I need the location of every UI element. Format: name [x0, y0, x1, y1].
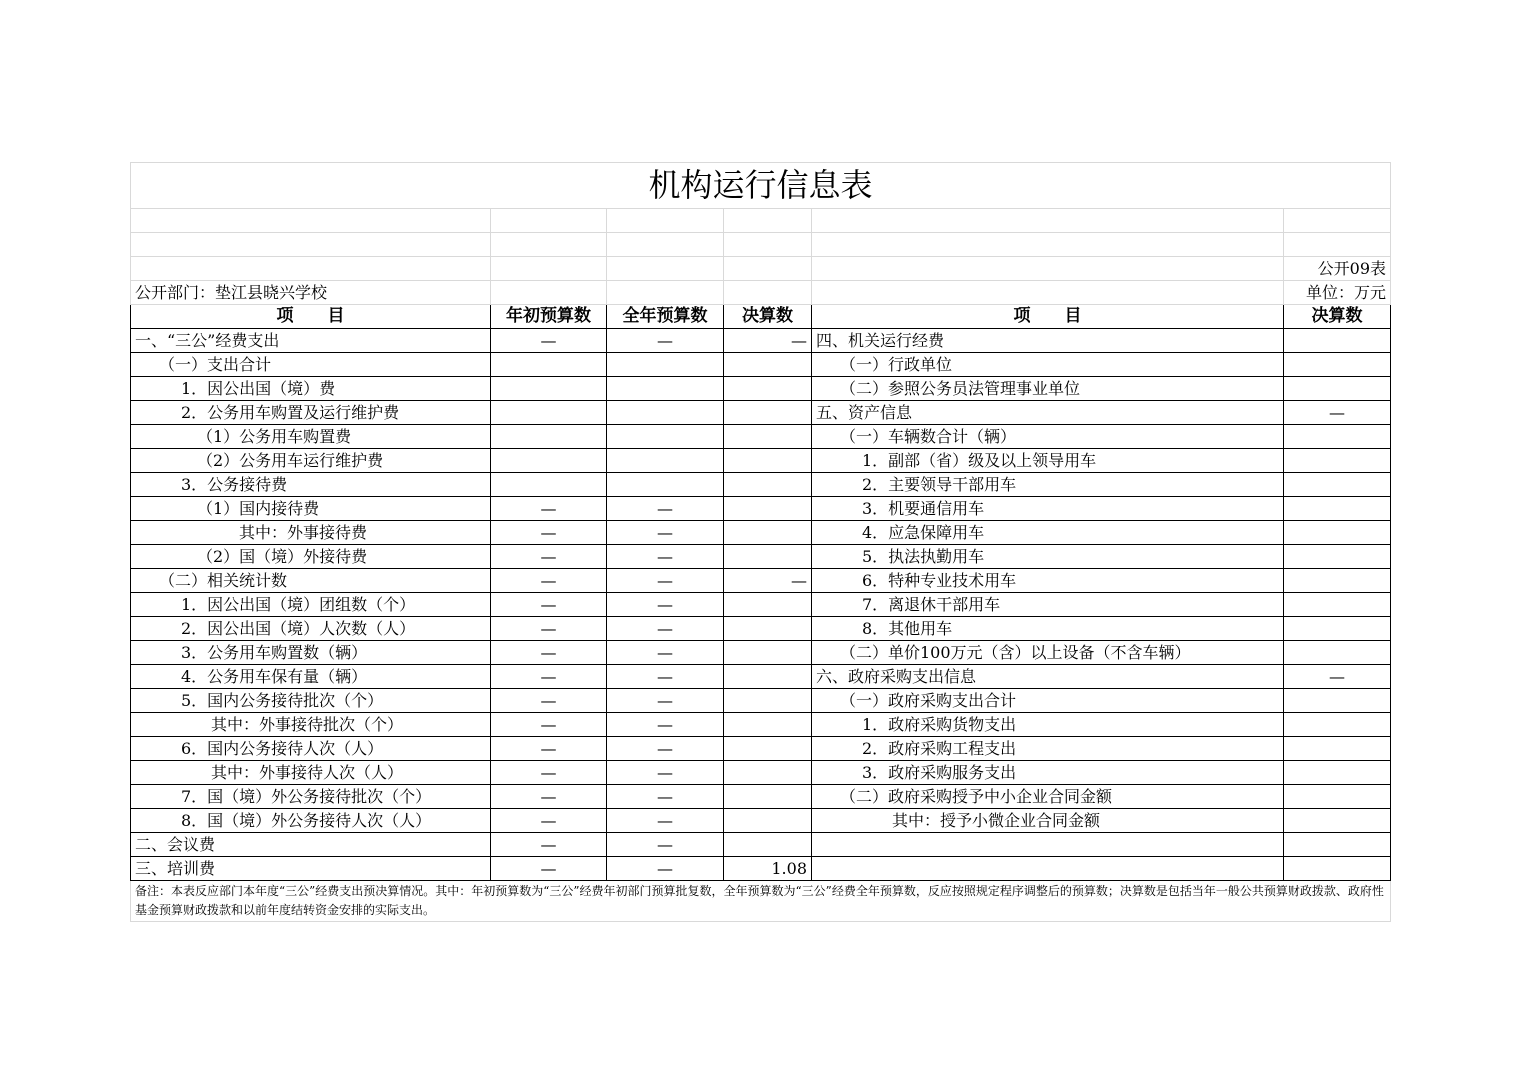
- row-full-budget: —: [607, 569, 724, 593]
- table-number: 公开09表: [1284, 257, 1391, 281]
- row-item-label-right: [812, 857, 1284, 881]
- table-row: [131, 617, 1391, 641]
- row-final-account-right: —: [1284, 401, 1391, 425]
- row-final-account-right: [1284, 545, 1391, 569]
- row-initial-budget: [491, 425, 607, 449]
- row-item-label-right: 四、机关运行经费: [812, 329, 1284, 353]
- row-final-account-right: [1284, 449, 1391, 473]
- row-full-budget: —: [607, 593, 724, 617]
- table-row: [131, 809, 1391, 833]
- row-full-budget: —: [607, 617, 724, 641]
- table-title: 机构运行信息表: [131, 163, 1391, 209]
- row-item-label-right: 7．离退休干部用车: [812, 593, 1284, 617]
- row-item-label: 二、会议费: [131, 833, 491, 857]
- row-full-budget: —: [607, 665, 724, 689]
- table-row: [131, 641, 1391, 665]
- row-item-label-right: 4．应急保障用车: [812, 521, 1284, 545]
- spacer-row: [131, 209, 1391, 233]
- row-item-label: （1）公务用车购置费: [131, 425, 491, 449]
- row-item-label: 2．公务用车购置及运行维护费: [131, 401, 491, 425]
- row-item-label-right: （二）参照公务员法管理事业单位: [812, 377, 1284, 401]
- row-item-label: 7．国（境）外公务接待批次（个）: [131, 785, 491, 809]
- row-full-budget: —: [607, 833, 724, 857]
- row-full-budget: [607, 473, 724, 497]
- table-row: [131, 593, 1391, 617]
- row-final-account-right: [1284, 833, 1391, 857]
- row-item-label: 其中：外事接待批次（个）: [131, 713, 491, 737]
- row-initial-budget: —: [491, 593, 607, 617]
- row-initial-budget: —: [491, 665, 607, 689]
- header-initial-budget: 年初预算数: [491, 305, 607, 329]
- table-row: [131, 329, 1391, 353]
- row-item-label-right: 1．政府采购货物支出: [812, 713, 1284, 737]
- table-row: [131, 449, 1391, 473]
- row-item-label: 1．因公出国（境）团组数（个）: [131, 593, 491, 617]
- header-final-account-right: 决算数: [1284, 305, 1391, 329]
- row-item-label-right: （一）行政单位: [812, 353, 1284, 377]
- row-final-account-right: —: [1284, 665, 1391, 689]
- row-item-label: 2．因公出国（境）人次数（人）: [131, 617, 491, 641]
- row-full-budget: —: [607, 641, 724, 665]
- row-final-account-right: [1284, 569, 1391, 593]
- row-item-label: （二）相关统计数: [131, 569, 491, 593]
- row-final-account: [724, 377, 812, 401]
- table-row: [131, 545, 1391, 569]
- table-row: [131, 401, 1391, 425]
- institution-operation-table: [130, 162, 1391, 922]
- row-initial-budget: —: [491, 329, 607, 353]
- table-row: [131, 497, 1391, 521]
- row-initial-budget: —: [491, 569, 607, 593]
- row-final-account: [724, 761, 812, 785]
- row-full-budget: —: [607, 497, 724, 521]
- row-final-account: 1.08: [724, 857, 812, 881]
- row-item-label-right: （二）政府采购授予中小企业合同金额: [812, 785, 1284, 809]
- department-label: 公开部门：垫江县晓兴学校: [131, 281, 491, 305]
- row-item-label-right: 3．政府采购服务支出: [812, 761, 1284, 785]
- table-row: [131, 761, 1391, 785]
- row-item-label-right: 其中：授予小微企业合同金额: [812, 809, 1284, 833]
- table-row: [131, 833, 1391, 857]
- row-full-budget: —: [607, 857, 724, 881]
- row-item-label: 6．国内公务接待人次（人）: [131, 737, 491, 761]
- row-full-budget: [607, 449, 724, 473]
- row-final-account: [724, 617, 812, 641]
- row-final-account: [724, 593, 812, 617]
- row-final-account: [724, 809, 812, 833]
- row-final-account-right: [1284, 353, 1391, 377]
- table-note: 备注：本表反应部门本年度“三公”经费支出预决算情况。其中：年初预算数为“三公”经费年初部门预算批复数，全年预算数为“三公”经费全年预算数，反应按照规定程序调整后的预算数；决算数是包括当年一般公共预算财政拨款、政府性基金预算财政拨款和以前年度结转资金安排的实际支出。: [131, 881, 1391, 922]
- row-item-label-right: 6．特种专业技术用车: [812, 569, 1284, 593]
- row-full-budget: —: [607, 545, 724, 569]
- row-full-budget: —: [607, 785, 724, 809]
- row-final-account: —: [724, 569, 812, 593]
- row-initial-budget: —: [491, 617, 607, 641]
- table-row: [131, 353, 1391, 377]
- row-initial-budget: —: [491, 857, 607, 881]
- row-full-budget: —: [607, 809, 724, 833]
- row-initial-budget: —: [491, 521, 607, 545]
- unit-label: 单位：万元: [1284, 281, 1391, 305]
- row-final-account: [724, 497, 812, 521]
- table-row: [131, 785, 1391, 809]
- row-item-label: （2）国（境）外接待费: [131, 545, 491, 569]
- header-item: 项 目: [131, 305, 491, 329]
- row-full-budget: —: [607, 521, 724, 545]
- row-final-account: [724, 521, 812, 545]
- row-initial-budget: —: [491, 761, 607, 785]
- row-initial-budget: [491, 449, 607, 473]
- row-item-label: 8．国（境）外公务接待人次（人）: [131, 809, 491, 833]
- row-item-label-right: 2．主要领导干部用车: [812, 473, 1284, 497]
- row-initial-budget: —: [491, 737, 607, 761]
- row-final-account: [724, 785, 812, 809]
- row-final-account: [724, 401, 812, 425]
- row-initial-budget: —: [491, 689, 607, 713]
- row-item-label-right: 2．政府采购工程支出: [812, 737, 1284, 761]
- row-item-label-right: （一）车辆数合计（辆）: [812, 425, 1284, 449]
- row-item-label: 4．公务用车保有量（辆）: [131, 665, 491, 689]
- row-initial-budget: —: [491, 641, 607, 665]
- row-item-label: 5．国内公务接待批次（个）: [131, 689, 491, 713]
- row-initial-budget: [491, 353, 607, 377]
- table-number-row: [131, 257, 1391, 281]
- row-initial-budget: [491, 377, 607, 401]
- row-final-account: [724, 713, 812, 737]
- spacer-row: [131, 233, 1391, 257]
- table-row: [131, 665, 1391, 689]
- table-row: [131, 689, 1391, 713]
- row-item-label: 3．公务用车购置数（辆）: [131, 641, 491, 665]
- row-final-account: [724, 665, 812, 689]
- row-final-account-right: [1284, 593, 1391, 617]
- row-full-budget: [607, 377, 724, 401]
- row-full-budget: —: [607, 329, 724, 353]
- row-item-label-right: [812, 833, 1284, 857]
- row-full-budget: —: [607, 737, 724, 761]
- table-row: [131, 857, 1391, 881]
- table-row: [131, 713, 1391, 737]
- row-item-label: 其中：外事接待人次（人）: [131, 761, 491, 785]
- row-final-account: [724, 353, 812, 377]
- row-item-label-right: 3．机要通信用车: [812, 497, 1284, 521]
- row-initial-budget: [491, 473, 607, 497]
- row-item-label: （2）公务用车运行维护费: [131, 449, 491, 473]
- row-final-account: [724, 425, 812, 449]
- row-item-label: （1）国内接待费: [131, 497, 491, 521]
- table-row: [131, 521, 1391, 545]
- row-item-label: 其中：外事接待费: [131, 521, 491, 545]
- table-row: [131, 569, 1391, 593]
- table-row: [131, 737, 1391, 761]
- row-full-budget: [607, 353, 724, 377]
- row-full-budget: —: [607, 713, 724, 737]
- row-final-account-right: [1284, 809, 1391, 833]
- row-final-account-right: [1284, 785, 1391, 809]
- row-initial-budget: —: [491, 785, 607, 809]
- row-full-budget: —: [607, 689, 724, 713]
- row-initial-budget: —: [491, 713, 607, 737]
- header-full-budget: 全年预算数: [607, 305, 724, 329]
- row-final-account-right: [1284, 473, 1391, 497]
- table-row: [131, 425, 1391, 449]
- row-final-account-right: [1284, 521, 1391, 545]
- row-initial-budget: —: [491, 497, 607, 521]
- row-final-account: [724, 689, 812, 713]
- row-final-account-right: [1284, 737, 1391, 761]
- row-initial-budget: —: [491, 833, 607, 857]
- table-row: [131, 473, 1391, 497]
- row-initial-budget: —: [491, 545, 607, 569]
- row-item-label-right: 六、政府采购支出信息: [812, 665, 1284, 689]
- row-final-account-right: [1284, 425, 1391, 449]
- row-item-label: （一）支出合计: [131, 353, 491, 377]
- row-final-account: [724, 545, 812, 569]
- header-item-right: 项 目: [812, 305, 1284, 329]
- row-final-account-right: [1284, 857, 1391, 881]
- row-item-label: 1．因公出国（境）费: [131, 377, 491, 401]
- row-final-account: [724, 833, 812, 857]
- header-row: [131, 305, 1391, 329]
- row-item-label: 3．公务接待费: [131, 473, 491, 497]
- row-full-budget: —: [607, 761, 724, 785]
- row-item-label-right: （二）单价100万元（含）以上设备（不含车辆）: [812, 641, 1284, 665]
- row-final-account-right: [1284, 761, 1391, 785]
- row-item-label-right: 1．副部（省）级及以上领导用车: [812, 449, 1284, 473]
- row-final-account: [724, 449, 812, 473]
- row-final-account: [724, 641, 812, 665]
- row-item-label-right: 5．执法执勤用车: [812, 545, 1284, 569]
- row-final-account: —: [724, 329, 812, 353]
- row-final-account-right: [1284, 689, 1391, 713]
- row-final-account-right: [1284, 497, 1391, 521]
- report-sheet: [130, 162, 1390, 922]
- row-item-label-right: 五、资产信息: [812, 401, 1284, 425]
- row-item-label-right: 8．其他用车: [812, 617, 1284, 641]
- row-final-account: [724, 473, 812, 497]
- row-item-label: 一、“三公”经费支出: [131, 329, 491, 353]
- row-final-account-right: [1284, 713, 1391, 737]
- row-final-account-right: [1284, 377, 1391, 401]
- row-item-label-right: （一）政府采购支出合计: [812, 689, 1284, 713]
- row-final-account-right: [1284, 329, 1391, 353]
- row-item-label: 三、培训费: [131, 857, 491, 881]
- row-initial-budget: [491, 401, 607, 425]
- department-row: [131, 281, 1391, 305]
- row-full-budget: [607, 425, 724, 449]
- table-row: [131, 377, 1391, 401]
- row-full-budget: [607, 401, 724, 425]
- row-final-account: [724, 737, 812, 761]
- row-final-account-right: [1284, 641, 1391, 665]
- row-final-account-right: [1284, 617, 1391, 641]
- row-initial-budget: —: [491, 809, 607, 833]
- header-final-account: 决算数: [724, 305, 812, 329]
